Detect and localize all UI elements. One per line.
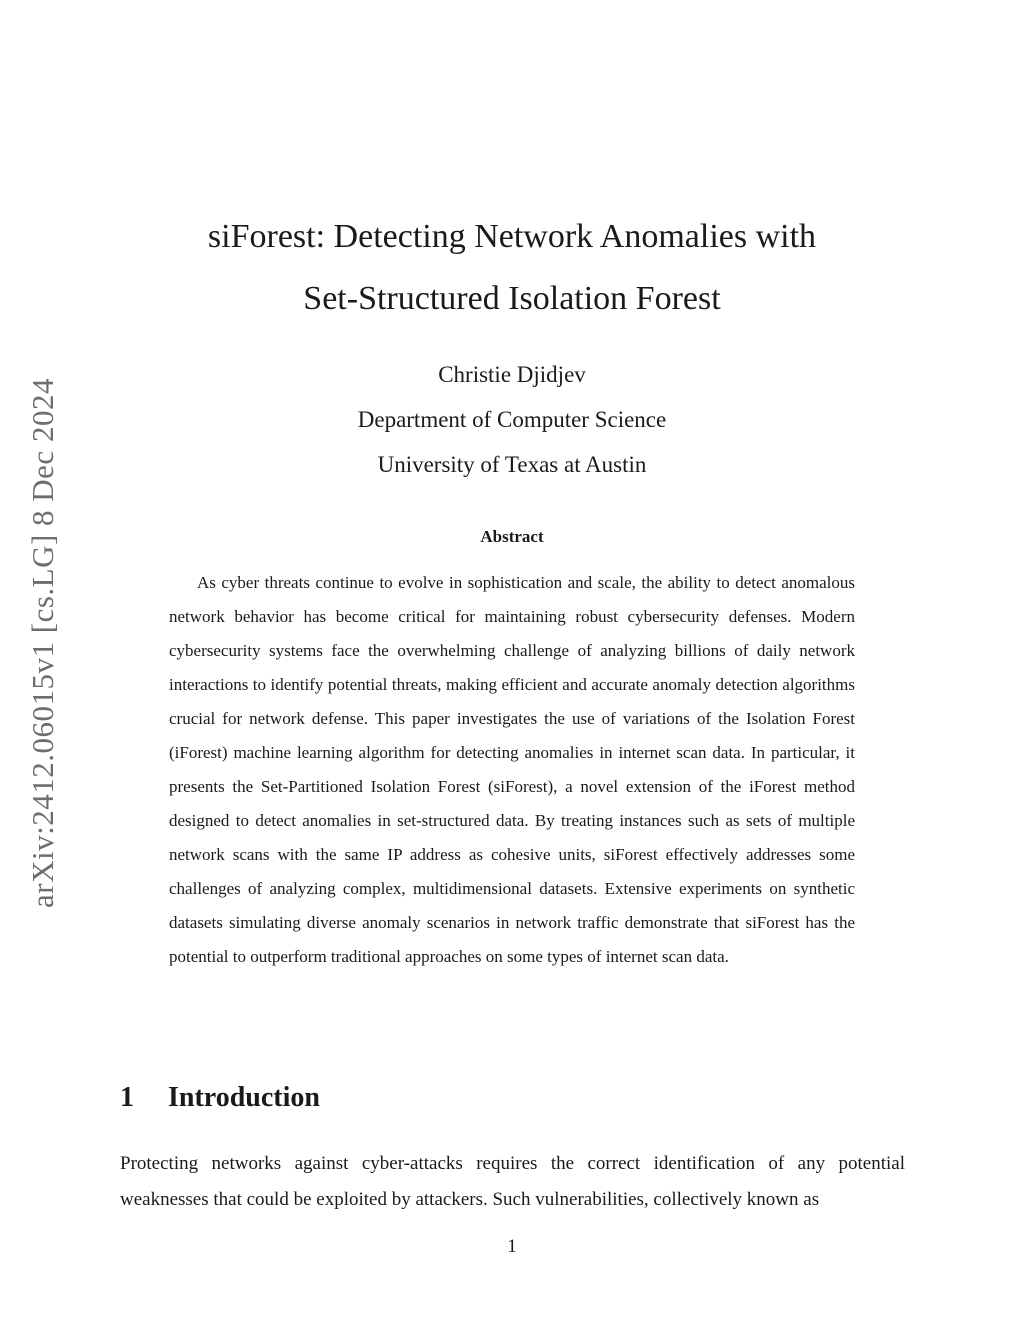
author-block (0, 352, 1024, 487)
author-affiliation: University of Texas at Austin (377, 452, 647, 477)
title-line-2: Set-Structured Isolation Forest (303, 280, 721, 317)
page-number: 1 (507, 1236, 517, 1257)
section-heading (120, 1082, 320, 1114)
section-number: 1 (120, 1082, 134, 1113)
abstract-body: As cyber threats continue to evolve in sophistication and scale, the ability to detect anomalous network behavior has become critical for maintaining robust cybersecurity defenses. Modern cybersecurity systems face the overwhelming challenge of analyzing billions of daily network interactions to identify potential threats, making efficient and accurate anomaly detection algorithms crucial for network defense. This paper investigates the use of variations of the Isolation Forest (iForest) machine learning algorithm for detecting anomalies in internet scan data. In particular, it presents the Set-Partitioned Isolation Forest (siForest), a novel extension of the iForest method designed to detect anomalies in set-structured data. By treating instances such as sets of multiple network scans with the same IP address as cohesive units, siForest effectively addresses some challenges of analyzing complex, multidimensional datasets. Extensive experiments on synthetic datasets simulating diverse anomaly scenarios in network traffic demonstrate that siForest has the potential to outperform traditional approaches on some types of internet scan data. (169, 573, 855, 966)
author-name: Christie Djidjev (438, 362, 586, 387)
introduction-paragraph: Protecting networks against cyber-attacks requires the correct identification of any potential weaknesses that could be exploited by attackers. Such vulnerabilities, collectively known as (120, 1153, 905, 1210)
author-department: Department of Computer Science (357, 407, 667, 432)
title-line-1: siForest: Detecting Network Anomalies with (207, 218, 817, 255)
abstract-heading: Abstract (480, 527, 544, 546)
arxiv-identifier-stamp: arXiv:2412.06015v1 [cs.LG] 8 Dec 2024 (25, 378, 60, 908)
section-title: Introduction (168, 1082, 320, 1113)
paper-title (0, 206, 1024, 330)
